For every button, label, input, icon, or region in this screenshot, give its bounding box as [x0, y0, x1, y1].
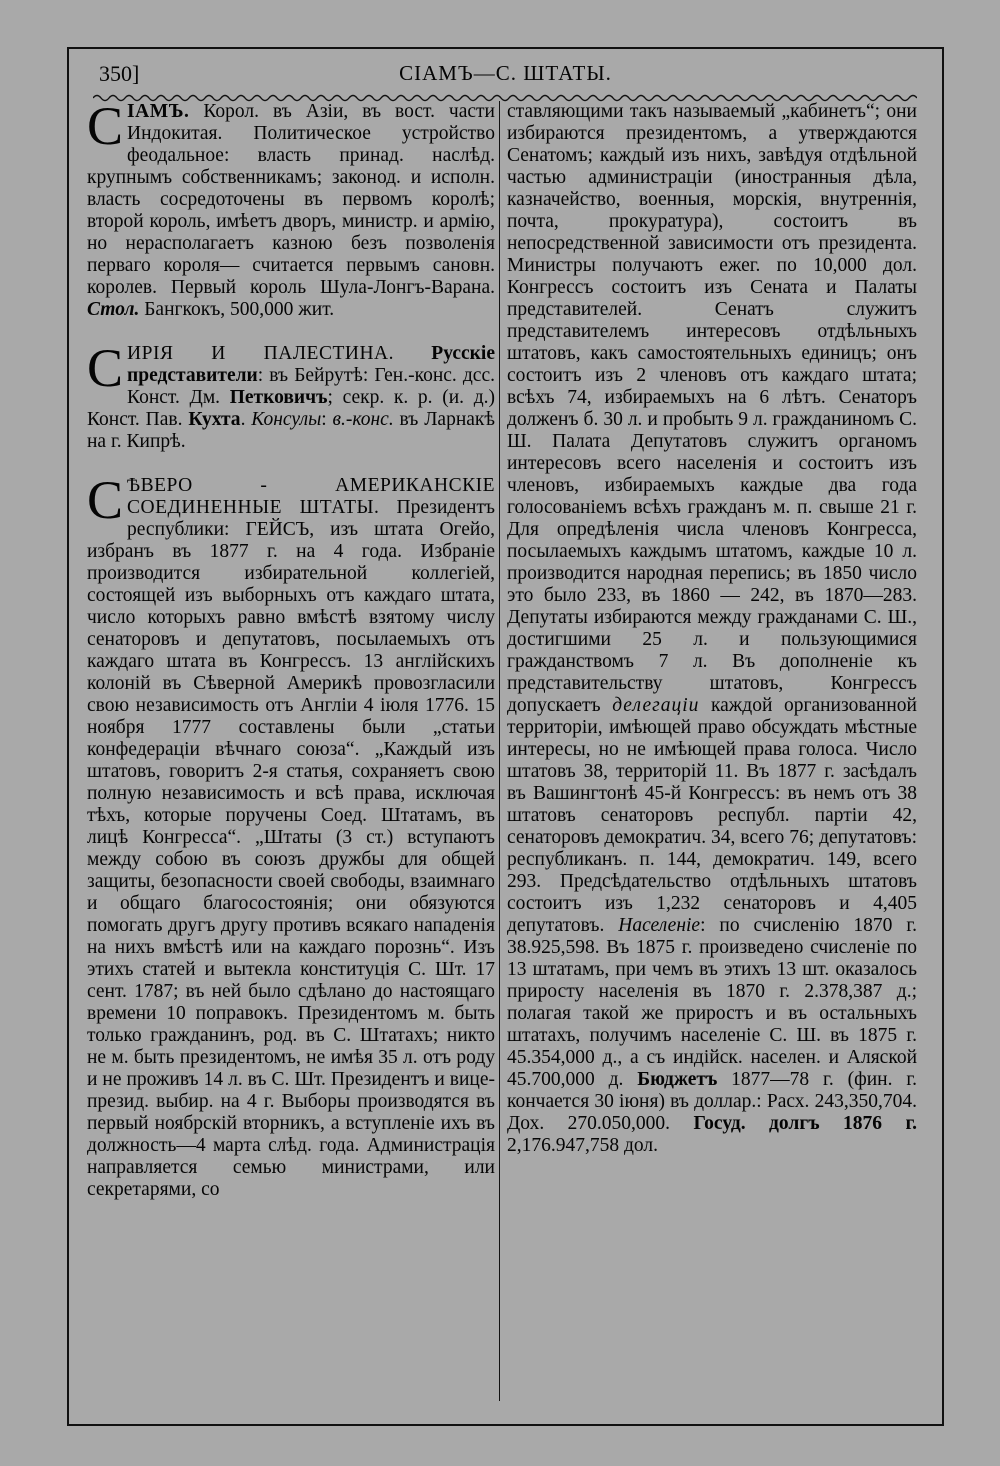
entry-usa — [87, 470, 495, 1201]
entry-usa-text — [87, 470, 495, 1201]
syria-text-4: : — [321, 409, 333, 430]
syria-text-1: : въ Бейрутѣ: Ген.-конс. дсс. Конст. Дм. — [127, 365, 495, 408]
debt-label: Госуд. долгъ 1876 г. — [693, 1113, 917, 1134]
headword-usa: ѢВЕРО - АМЕРИКАНСКІЕ СОЕДИНЕННЫЕ ШТАТЫ. — [127, 475, 495, 518]
headword-siam: ІАМЪ. — [127, 101, 190, 122]
usa-text-1: Президентъ республики: ГЕЙСЪ, изъ штата Огейо, избранъ въ 1877 г. на 4 года. Избраніе производится избирательной коллегіей, состоящей изъ выборныхъ отъ каждаго штата, число которыхъ равно вмѣстѣ взятому числу сенаторовъ и депутатовъ, посылаемыхъ отъ каждаго штата въ Конгрессъ. 13 англійскихъ колоній въ Сѣверной Америкѣ провозгласили свою независимость отъ Англіи 4 іюля 1776. 15 ноября 1777 составлены были „статьи конфедераціи вѣчнаго союза“. „Каждый изъ штатовъ, говоритъ 2-я статья, сохраняетъ свою полную независимость и всѣ права, исключая тѣхъ, которые поручены Соед. Штатамъ, въ лицѣ Конгресса“. „Штаты (3 ст.) вступаютъ между собою въ союзъ дружбы для общей защиты, безопасности своей свободы, взаимнаго и общаго благосостоянія; они обязуются помогать другъ другу противъ всякаго нападенія на нихъ вмѣстѣ или на каждаго порознь“. Изъ этихъ статей и вытекла конституція С. Шт. 17 сент. 1787; въ ней было сдѣлано до настоящаго времени 10 поправокъ. Президентомъ м. быть только гражданинъ, род. въ С. Штатахъ; никто не м. быть президентомъ, не имѣя 35 л. отъ роду и не проживъ 14 л. въ С. Шт. Президентъ и вице-презид. выбир. на 4 г. Выборы производятся въ первый ноябрскій вторникъ, а вступленіе ихъ въ должность—4 марта слѣд. года. Администрація направляется семью министрами, или секретарями, со — [87, 497, 495, 1200]
siam-text-2: Бангкокъ, 500,000 жит. — [139, 299, 335, 320]
usa-cont-text-2: каждой организованной территоріи, имѣющей право обсуждать мѣстные интересы, но не имѣющей права голоса. Число штатовъ 38, территорій 11. Въ 1877 г. засѣдалъ въ Вашингтонѣ 45-й Конгрессъ: въ немъ отъ 38 штатовъ сенаторовъ республ. партіи 42, сенаторовъ демократич. 34, всего 76; депутатовъ: республиканъ. п. 144, демократич. 149, всего 293. Предсѣдательство отдѣльныхъ штатовъ состоитъ изъ 1,232 сенаторовъ и 4,405 депутатовъ. — [507, 695, 917, 936]
delegates-label: делегаціи — [612, 695, 700, 716]
headword-syria: ИРІЯ И ПАЛЕСТИНА. — [127, 343, 394, 364]
consuls-label: Консулы — [251, 409, 322, 430]
page-header — [69, 61, 942, 91]
dropcap: С — [87, 338, 124, 398]
siam-text-1: Корол. въ Азіи, въ вост. части Индокитая. Политическое устройство феодальное: власть принад. наслѣд. крупнымъ собственникамъ; законод. и исполн. власть сосредоточены въ первомъ королѣ; второй король, имѣетъ дворъ, министр. и армію, но нерасполагаетъ казною безъ позволенія перваго короля— считается первымъ сановн. королев. Первый король Шула-Лонгъ-Варана. — [87, 101, 495, 298]
running-title: СІАМЪ—С. ШТАТЫ. — [399, 61, 612, 85]
column-divider — [499, 101, 500, 1401]
entry-siam — [87, 96, 495, 321]
name-kukhta: Кухта — [188, 409, 241, 430]
dropcap: С — [87, 96, 124, 156]
syria-text-2: ; секр. к. р. (и. д.) Конст. Пав. — [87, 387, 495, 430]
left-column — [87, 96, 495, 1223]
population-label: Населеніе — [618, 915, 701, 936]
entry-syria — [87, 338, 495, 453]
usa-cont-text-4: 1877—78 г. (фин. г. кончается 30 іюня) въ доллар.: Расх. 243,350,704. Дох. 270.050,000. — [507, 1069, 917, 1134]
budget-label: Бюджетъ — [637, 1069, 718, 1090]
entry-siam-text — [87, 96, 495, 321]
representatives-label: Русскіе представители — [127, 343, 495, 386]
right-column — [507, 101, 917, 1157]
capital-label: Стол. — [87, 299, 140, 320]
entry-syria-text — [87, 338, 495, 453]
usa-cont-text-5: 2,176.947,758 дол. — [507, 1135, 659, 1156]
name-petkovich: Петковичъ — [229, 387, 328, 408]
vice-consul-label: в.-конс. — [332, 409, 394, 430]
page-number: 350] — [99, 61, 140, 86]
page-frame — [67, 47, 944, 1426]
usa-cont-text-1: ставляющими такъ называемый „кабинетъ“; они избираются президентомъ, а утверждаются Сенатомъ; каждый изъ нихъ, завѣдуя отдѣльной частью администраціи (иностранныя дѣла, казначейство, военныя, морскія, внутреннія, почта, прокуратура), состоитъ въ непосредственной зависимости отъ президента. Министры получаютъ ежег. по 10,000 дол. Конгрессъ состоитъ изъ Сената и Палаты представителей. Сенатъ служитъ представителемъ интересовъ отдѣльныхъ штатовъ, какъ самостоятельныхъ единицъ; онъ состоитъ изъ 2 членовъ отъ каждаго штата; всѣхъ 74, избираемыхъ на 6 лѣтъ. Сенаторъ долженъ б. 30 л. и пробыть 9 л. гражданиномъ С. Ш. Палата Депутатовъ служитъ органомъ интересовъ всего населенія и состоитъ изъ членовъ, избираемыхъ каждые два года голосованіемъ всѣхъ гражданъ м. п. свыше 21 г. Для опредѣленія числа членовъ Конгресса, посылаемыхъ каждымъ штатомъ, каждые 10 л. производится народная перепись; въ 1850 число это было 233, въ 1860 — 242, въ 1870—283. Депутаты избираются между гражданами С. Ш., достигшими 25 л. и пользующимися гражданствомъ 7 л. Въ дополненіе къ представительству штатовъ, Конгрессъ допускаетъ — [507, 101, 917, 716]
syria-text-5: въ Ларнакѣ на г. Кипрѣ. — [87, 409, 495, 452]
usa-cont-text-3: : по счисленію 1870 г. 38.925,598. Въ 1875 г. произведено счисленіе по 13 штатамъ, при чемъ въ этихъ 13 шт. оказалось приросту населенія въ 1870 г. 2.378,387 д.; полагая такой же приростъ и въ остальныхъ штатахъ, получимъ населеніе С. Ш. въ 1875 г. 45.354,000 д., а съ индійск. населен. и Аляской 45.700,000 д. — [507, 915, 918, 1090]
usa-continued-text — [507, 101, 917, 1157]
dropcap: С — [87, 470, 124, 530]
syria-text-3: . — [240, 409, 252, 430]
